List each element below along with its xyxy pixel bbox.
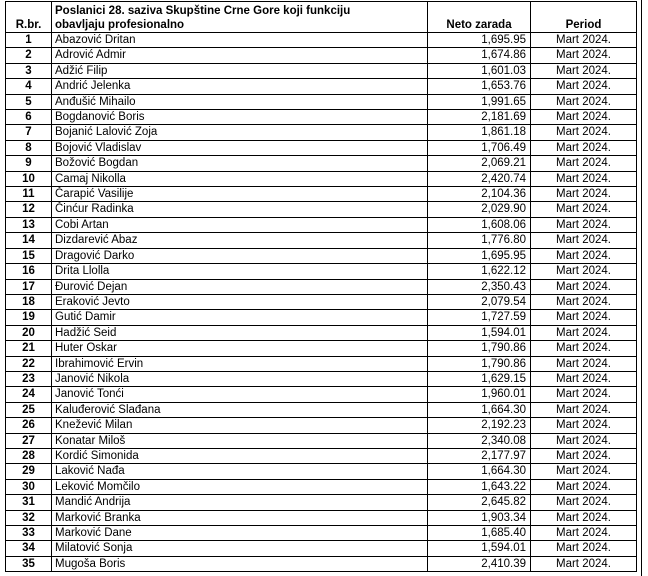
net-salary: 1,790.86 bbox=[428, 356, 531, 371]
table-row bbox=[6, 140, 637, 155]
table-row bbox=[6, 48, 637, 63]
net-salary: 2,645.82 bbox=[428, 495, 531, 510]
period-cell: Mart 2024. bbox=[531, 356, 637, 371]
row-number: 6 bbox=[6, 110, 52, 125]
member-name: Abazović Dritan bbox=[52, 33, 428, 48]
period-cell: Mart 2024. bbox=[531, 279, 637, 294]
table-row bbox=[6, 79, 637, 94]
net-salary: 1,790.86 bbox=[428, 341, 531, 356]
period-cell: Mart 2024. bbox=[531, 94, 637, 109]
table-row bbox=[6, 510, 637, 525]
net-salary: 1,664.30 bbox=[428, 402, 531, 417]
row-number: 34 bbox=[6, 541, 52, 556]
member-name: Adrović Admir bbox=[52, 48, 428, 63]
member-name: Ibrahimović Ervin bbox=[52, 356, 428, 371]
row-number: 25 bbox=[6, 402, 52, 417]
row-number: 9 bbox=[6, 156, 52, 171]
period-cell: Mart 2024. bbox=[531, 233, 637, 248]
period-cell: Mart 2024. bbox=[531, 325, 637, 340]
period-cell: Mart 2024. bbox=[531, 33, 637, 48]
table-row bbox=[6, 110, 637, 125]
row-number: 20 bbox=[6, 325, 52, 340]
member-name: Božović Bogdan bbox=[52, 156, 428, 171]
table-row bbox=[6, 202, 637, 217]
row-number: 29 bbox=[6, 464, 52, 479]
period-cell: Mart 2024. bbox=[531, 526, 637, 541]
row-number: 33 bbox=[6, 526, 52, 541]
column-header-name-line1: Poslanici 28. saziva Skupštine Crne Gore koji funkciju bbox=[55, 5, 351, 17]
member-name: Knežević Milan bbox=[52, 418, 428, 433]
period-cell: Mart 2024. bbox=[531, 495, 637, 510]
period-cell: Mart 2024. bbox=[531, 140, 637, 155]
table-row bbox=[6, 94, 637, 109]
table-row bbox=[6, 356, 637, 371]
row-number: 15 bbox=[6, 248, 52, 263]
net-salary: 2,079.54 bbox=[428, 294, 531, 309]
member-name: Janović Nikola bbox=[52, 371, 428, 386]
period-cell: Mart 2024. bbox=[531, 264, 637, 279]
net-salary: 2,192.23 bbox=[428, 418, 531, 433]
table-row bbox=[6, 310, 637, 325]
row-number: 5 bbox=[6, 94, 52, 109]
table-row bbox=[6, 479, 637, 494]
period-cell: Mart 2024. bbox=[531, 79, 637, 94]
net-salary: 1,861.18 bbox=[428, 125, 531, 140]
period-cell: Mart 2024. bbox=[531, 187, 637, 202]
row-number: 13 bbox=[6, 217, 52, 232]
period-cell: Mart 2024. bbox=[531, 448, 637, 463]
net-salary: 2,104.36 bbox=[428, 187, 531, 202]
table-row bbox=[6, 418, 637, 433]
row-number: 12 bbox=[6, 202, 52, 217]
period-cell: Mart 2024. bbox=[531, 371, 637, 386]
member-name: Andrić Jelenka bbox=[52, 79, 428, 94]
row-number: 31 bbox=[6, 495, 52, 510]
net-salary: 1,695.95 bbox=[428, 33, 531, 48]
column-header-salary: Neto zarada bbox=[428, 2, 531, 33]
row-number: 22 bbox=[6, 356, 52, 371]
table-row bbox=[6, 248, 637, 263]
table-row bbox=[6, 556, 637, 571]
net-salary: 2,420.74 bbox=[428, 171, 531, 186]
row-number: 3 bbox=[6, 63, 52, 78]
member-name: Bogdanović Boris bbox=[52, 110, 428, 125]
member-name: Kordić Simonida bbox=[52, 448, 428, 463]
row-number: 26 bbox=[6, 418, 52, 433]
net-salary: 1,643.22 bbox=[428, 479, 531, 494]
net-salary: 1,727.59 bbox=[428, 310, 531, 325]
period-cell: Mart 2024. bbox=[531, 110, 637, 125]
row-number: 19 bbox=[6, 310, 52, 325]
member-name: Huter Oskar bbox=[52, 341, 428, 356]
period-cell: Mart 2024. bbox=[531, 63, 637, 78]
member-name: Drita Llolla bbox=[52, 264, 428, 279]
page-edge-line bbox=[641, 0, 642, 576]
table-row bbox=[6, 171, 637, 186]
net-salary: 1,695.95 bbox=[428, 248, 531, 263]
net-salary: 1,674.86 bbox=[428, 48, 531, 63]
member-name: Činćur Radinka bbox=[52, 202, 428, 217]
member-name: Đurović Dejan bbox=[52, 279, 428, 294]
column-header-period: Period bbox=[531, 2, 637, 33]
row-number: 8 bbox=[6, 140, 52, 155]
salary-table bbox=[5, 1, 637, 572]
table-row bbox=[6, 217, 637, 232]
member-name: Marković Dane bbox=[52, 526, 428, 541]
member-name: Gutić Damir bbox=[52, 310, 428, 325]
table-row bbox=[6, 63, 637, 78]
period-cell: Mart 2024. bbox=[531, 294, 637, 309]
member-name: Dizdarević Abaz bbox=[52, 233, 428, 248]
member-name: Kaluđerović Slađana bbox=[52, 402, 428, 417]
table-row bbox=[6, 33, 637, 48]
table-row bbox=[6, 371, 637, 386]
member-name: Leković Momčilo bbox=[52, 479, 428, 494]
period-cell: Mart 2024. bbox=[531, 479, 637, 494]
member-name: Janović Tonći bbox=[52, 387, 428, 402]
table-row bbox=[6, 233, 637, 248]
net-salary: 1,903.34 bbox=[428, 510, 531, 525]
net-salary: 2,350.43 bbox=[428, 279, 531, 294]
period-cell: Mart 2024. bbox=[531, 418, 637, 433]
row-number: 21 bbox=[6, 341, 52, 356]
row-number: 11 bbox=[6, 187, 52, 202]
member-name: Milatović Sonja bbox=[52, 541, 428, 556]
net-salary: 1,653.76 bbox=[428, 79, 531, 94]
table-row bbox=[6, 387, 637, 402]
column-header-name bbox=[52, 2, 428, 33]
table-row bbox=[6, 294, 637, 309]
table-row bbox=[6, 156, 637, 171]
table-row bbox=[6, 279, 637, 294]
table-header-row bbox=[6, 2, 637, 33]
member-name: Mandić Andrija bbox=[52, 495, 428, 510]
period-cell: Mart 2024. bbox=[531, 510, 637, 525]
net-salary: 1,608.06 bbox=[428, 217, 531, 232]
net-salary: 2,410.39 bbox=[428, 556, 531, 571]
period-cell: Mart 2024. bbox=[531, 556, 637, 571]
table-row bbox=[6, 526, 637, 541]
table-row bbox=[6, 448, 637, 463]
row-number: 35 bbox=[6, 556, 52, 571]
member-name: Bojanić Lalović Zoja bbox=[52, 125, 428, 140]
member-name: Bojović Vladislav bbox=[52, 140, 428, 155]
net-salary: 1,960.01 bbox=[428, 387, 531, 402]
net-salary: 1,622.12 bbox=[428, 264, 531, 279]
member-name: Dragović Darko bbox=[52, 248, 428, 263]
net-salary: 1,685.40 bbox=[428, 526, 531, 541]
column-header-rbr: R.br. bbox=[6, 2, 52, 33]
net-salary: 2,177.97 bbox=[428, 448, 531, 463]
row-number: 23 bbox=[6, 371, 52, 386]
net-salary: 2,340.08 bbox=[428, 433, 531, 448]
row-number: 32 bbox=[6, 510, 52, 525]
period-cell: Mart 2024. bbox=[531, 202, 637, 217]
row-number: 14 bbox=[6, 233, 52, 248]
member-name: Camaj Nikolla bbox=[52, 171, 428, 186]
net-salary: 1,991.65 bbox=[428, 94, 531, 109]
net-salary: 1,594.01 bbox=[428, 541, 531, 556]
period-cell: Mart 2024. bbox=[531, 541, 637, 556]
row-number: 10 bbox=[6, 171, 52, 186]
table-row bbox=[6, 433, 637, 448]
net-salary: 1,629.15 bbox=[428, 371, 531, 386]
row-number: 24 bbox=[6, 387, 52, 402]
table-row bbox=[6, 495, 637, 510]
row-number: 7 bbox=[6, 125, 52, 140]
period-cell: Mart 2024. bbox=[531, 433, 637, 448]
member-name: Laković Nađa bbox=[52, 464, 428, 479]
period-cell: Mart 2024. bbox=[531, 310, 637, 325]
period-cell: Mart 2024. bbox=[531, 48, 637, 63]
row-number: 17 bbox=[6, 279, 52, 294]
row-number: 27 bbox=[6, 433, 52, 448]
table-row bbox=[6, 541, 637, 556]
net-salary: 1,706.49 bbox=[428, 140, 531, 155]
row-number: 18 bbox=[6, 294, 52, 309]
net-salary: 1,776.80 bbox=[428, 233, 531, 248]
table-row bbox=[6, 125, 637, 140]
table-row bbox=[6, 187, 637, 202]
row-number: 16 bbox=[6, 264, 52, 279]
row-number: 1 bbox=[6, 33, 52, 48]
member-name: Anđušić Mihailo bbox=[52, 94, 428, 109]
table-row bbox=[6, 341, 637, 356]
member-name: Mugoša Boris bbox=[52, 556, 428, 571]
member-name: Marković Branka bbox=[52, 510, 428, 525]
member-name: Eraković Jevto bbox=[52, 294, 428, 309]
member-name: Konatar Miloš bbox=[52, 433, 428, 448]
table-row bbox=[6, 325, 637, 340]
period-cell: Mart 2024. bbox=[531, 387, 637, 402]
member-name: Čarapić Vasilije bbox=[52, 187, 428, 202]
period-cell: Mart 2024. bbox=[531, 156, 637, 171]
net-salary: 1,601.03 bbox=[428, 63, 531, 78]
member-name: Adžić Filip bbox=[52, 63, 428, 78]
row-number: 4 bbox=[6, 79, 52, 94]
member-name: Cobi Artan bbox=[52, 217, 428, 232]
period-cell: Mart 2024. bbox=[531, 217, 637, 232]
table-row bbox=[6, 464, 637, 479]
row-number: 2 bbox=[6, 48, 52, 63]
net-salary: 1,664.30 bbox=[428, 464, 531, 479]
net-salary: 2,069.21 bbox=[428, 156, 531, 171]
period-cell: Mart 2024. bbox=[531, 171, 637, 186]
net-salary: 2,181.69 bbox=[428, 110, 531, 125]
period-cell: Mart 2024. bbox=[531, 341, 637, 356]
column-header-name-line2: obavljaju profesionalno bbox=[55, 19, 185, 31]
table-row bbox=[6, 264, 637, 279]
row-number: 28 bbox=[6, 448, 52, 463]
period-cell: Mart 2024. bbox=[531, 402, 637, 417]
member-name: Hadžić Seid bbox=[52, 325, 428, 340]
period-cell: Mart 2024. bbox=[531, 464, 637, 479]
net-salary: 1,594.01 bbox=[428, 325, 531, 340]
period-cell: Mart 2024. bbox=[531, 248, 637, 263]
table-row bbox=[6, 402, 637, 417]
row-number: 30 bbox=[6, 479, 52, 494]
net-salary: 2,029.90 bbox=[428, 202, 531, 217]
period-cell: Mart 2024. bbox=[531, 125, 637, 140]
